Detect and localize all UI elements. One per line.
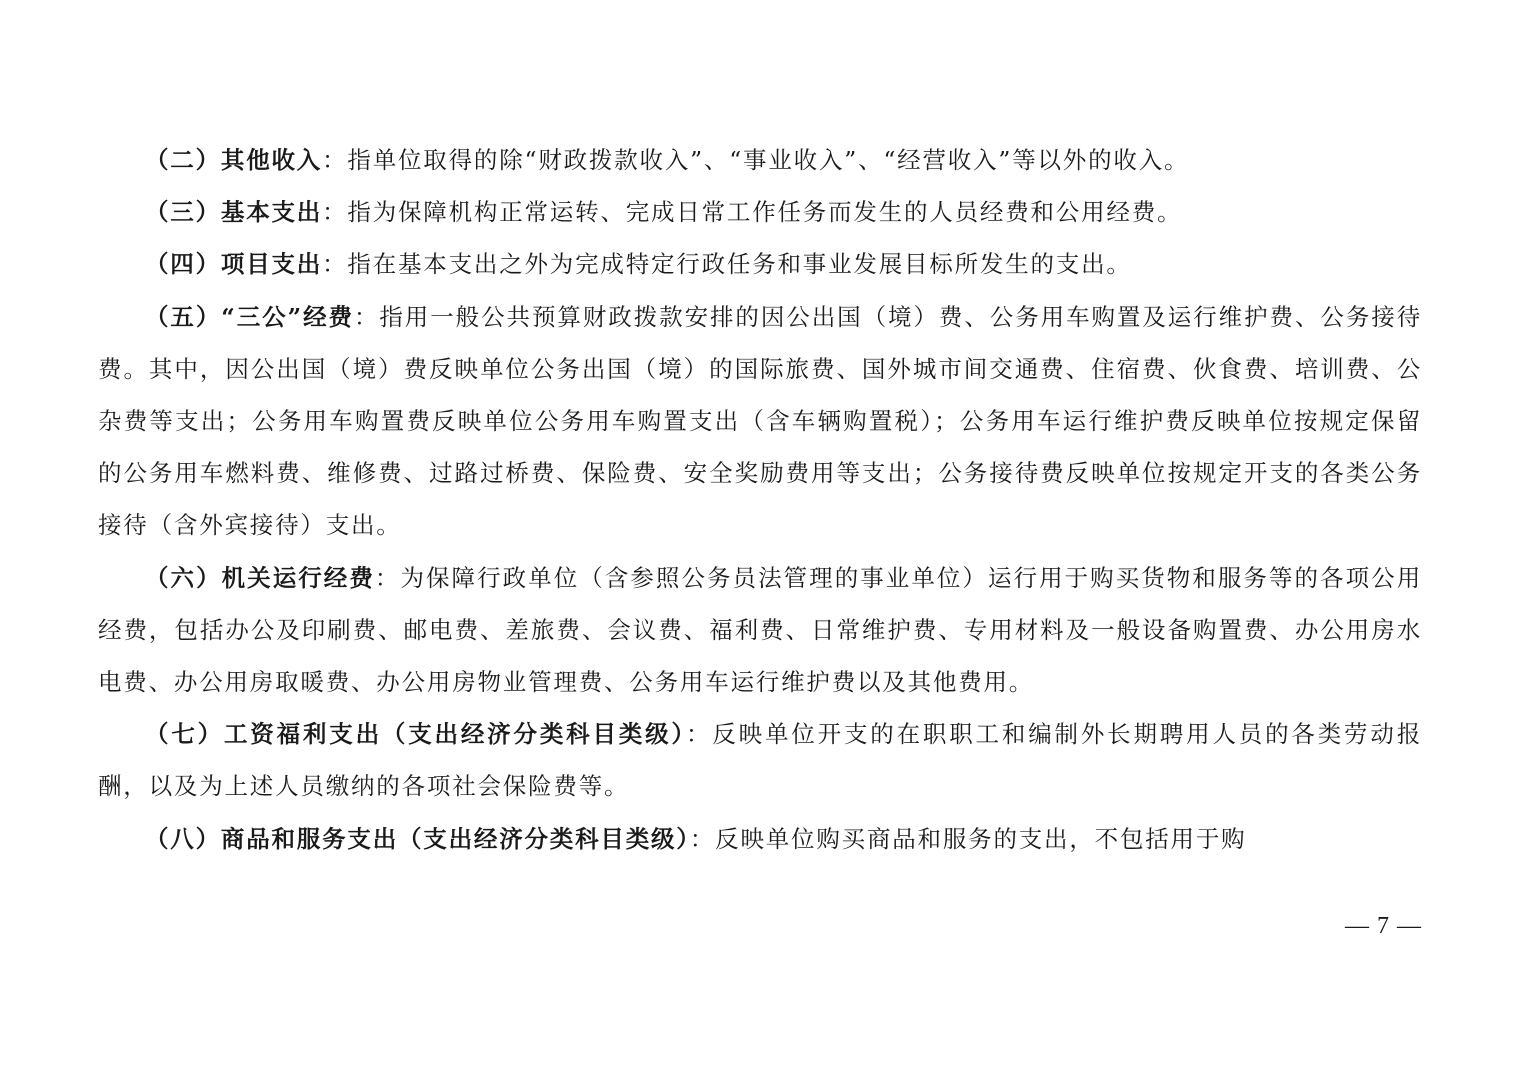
paragraph-wage-welfare bbox=[98, 708, 1422, 812]
paragraph-three-public-funds bbox=[98, 291, 1422, 552]
term-project-expenditure: （四）项目支出 bbox=[145, 250, 323, 279]
definition-wage-welfare: ：反映单位开支的在职职工和编制外长期聘用人员的各类劳动报酬，以及为上述人员缴纳的各项社会保险费等。 bbox=[98, 720, 1422, 801]
term-other-income: （二）其他收入 bbox=[145, 146, 323, 174]
definition-project-expenditure: ：指在基本支出之外为完成特定行政任务和事业发展目标所发生的支出。 bbox=[322, 250, 1132, 279]
term-goods-services: （八）商品和服务支出（支出经济分类科目类级） bbox=[145, 824, 690, 853]
paragraph-project-expenditure bbox=[98, 238, 1422, 290]
definition-basic-expenditure: ：指为保障机构正常运转、完成日常工作任务而发生的人员经费和公用经费。 bbox=[322, 198, 1183, 227]
term-operating-funds: （六）机关运行经费 bbox=[145, 563, 375, 592]
paragraph-operating-funds bbox=[98, 552, 1422, 709]
definition-goods-services: ：反映单位购买商品和服务的支出，不包括用于购 bbox=[689, 824, 1247, 853]
term-basic-expenditure: （三）基本支出 bbox=[145, 198, 323, 227]
paragraph-other-income bbox=[98, 134, 1422, 186]
page-number: — 7 — bbox=[1345, 913, 1422, 939]
term-three-public-funds: （五）“三公”经费 bbox=[145, 302, 354, 331]
document-body bbox=[98, 134, 1422, 865]
definition-other-income: ：指单位取得的除“财政拨款收入”、“事业收入”、“经营收入”等以外的收入。 bbox=[322, 146, 1190, 174]
paragraph-basic-expenditure bbox=[98, 186, 1422, 238]
definition-three-public-funds: ：指用一般公共预算财政拨款安排的因公出国（境）费、公务用车购置及运行维护费、公务接待费。其中，因公出国（境）费反映单位公务出国（境）的国际旅费、国外城市间交通费、住宿费、伙食费、培训费、公杂费等支出；公务用车购置费反映单位公务用车购置支出（含车辆购置税）；公务用车运行维护费反映单位按规定保留的公务用车燃料费、维修费、过路过桥费、保险费、安全奖励费用等支出；公务接待费反映单位按规定开支的各类公务接待（含外宾接待）支出。 bbox=[98, 302, 1422, 540]
term-wage-welfare: （七）工资福利支出（支出经济分类科目类级） bbox=[145, 720, 687, 749]
paragraph-goods-services bbox=[98, 813, 1422, 865]
definition-operating-funds: ：为保障行政单位（含参照公务员法管理的事业单位）运行用于购买货物和服务等的各项公用经费，包括办公及印刷费、邮电费、差旅费、会议费、福利费、日常维护费、专用材料及一般设备购置费、办公用房水电费、办公用房取暖费、办公用房物业管理费、公务用车运行维护费以及其他费用。 bbox=[98, 563, 1422, 697]
